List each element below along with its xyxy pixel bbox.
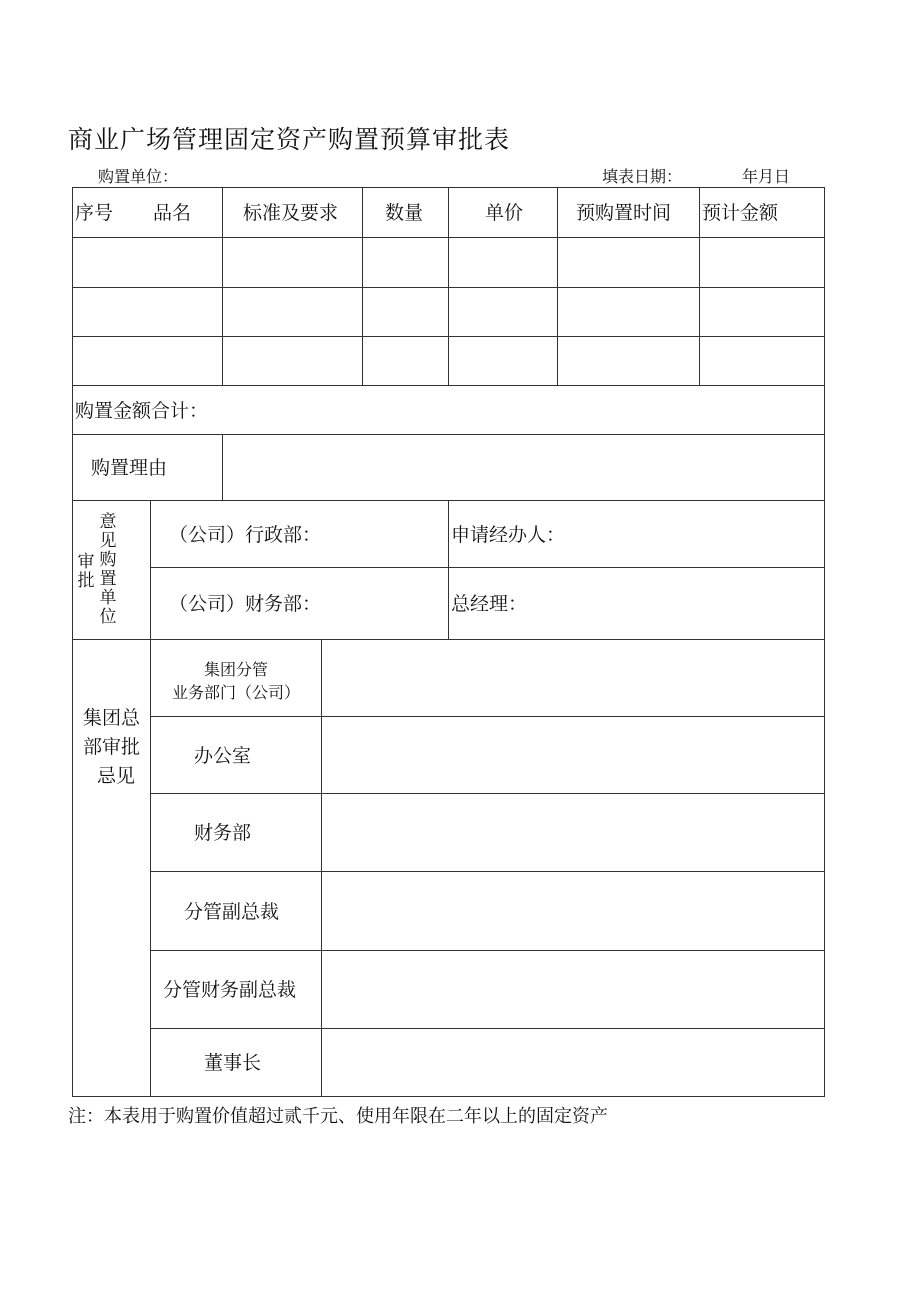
header-cell-standard <box>222 187 363 238</box>
hq-approval-label-cell <box>72 639 151 1097</box>
general-manager-cell[interactable] <box>448 567 825 640</box>
item-row-2-seq-name[interactable] <box>72 287 223 337</box>
item-row-3-price[interactable] <box>448 336 558 386</box>
hq-finance-label: 财务部 <box>194 822 252 844</box>
hq-row-business-dept-label-cell <box>150 639 322 717</box>
total-amount-row[interactable] <box>72 385 825 435</box>
item-row-2-amount[interactable] <box>699 287 825 337</box>
hq-row-chairman-input[interactable] <box>321 1028 825 1097</box>
item-row-1-time[interactable] <box>557 237 700 288</box>
footnote: 注：本表用于购置价值超过贰千元、使用年限在二年以上的固定资产 <box>68 1106 608 1127</box>
hq-chairman-label: 董事长 <box>204 1052 262 1074</box>
col-purchase-time: 预购置时间 <box>576 202 672 224</box>
item-row-3-seq-name[interactable] <box>72 336 223 386</box>
item-row-3-standard[interactable] <box>222 336 363 386</box>
col-standard: 标准及要求 <box>243 202 339 224</box>
col-quantity: 数量 <box>385 202 424 224</box>
total-amount-label: 购置金额合计： <box>75 400 209 422</box>
hq-row-office-input[interactable] <box>321 716 825 794</box>
item-row-1-amount[interactable] <box>699 237 825 288</box>
item-row-1-qty[interactable] <box>362 237 449 288</box>
hq-vp-label: 分管副总裁 <box>184 901 280 923</box>
general-manager-label: 总经理： <box>451 593 528 615</box>
col-unit-price: 单价 <box>485 202 524 224</box>
item-row-2-standard[interactable] <box>222 287 363 337</box>
purchase-unit-label: 购置单位： <box>98 167 179 186</box>
hq-row-finance-label-cell <box>150 793 322 872</box>
fill-date-label: 填表日期： <box>602 167 683 186</box>
item-row-2-time[interactable] <box>557 287 700 337</box>
applicant-cell[interactable] <box>448 500 825 568</box>
hq-row-vp-input[interactable] <box>321 871 825 951</box>
item-row-1-seq-name[interactable] <box>72 237 223 288</box>
item-row-3-qty[interactable] <box>362 336 449 386</box>
header-cell-qty <box>362 187 449 238</box>
header-cell-time <box>557 187 700 238</box>
hq-row-office-label-cell <box>150 716 322 794</box>
finance-dept-cell[interactable] <box>150 567 449 640</box>
header-cell-amount <box>699 187 825 238</box>
hq-row-finance-vp-label-cell <box>150 950 322 1029</box>
col-seq: 序号 <box>75 202 114 224</box>
approval-left-label: 审批 <box>77 552 95 591</box>
item-row-1-standard[interactable] <box>222 237 363 288</box>
col-item-name: 品名 <box>153 202 192 224</box>
reason-label-cell <box>72 434 223 501</box>
header-cell-price <box>448 187 558 238</box>
item-row-3-amount[interactable] <box>699 336 825 386</box>
admin-dept-label: （公司）行政部： <box>169 524 322 546</box>
col-estimated-amount: 预计金额 <box>702 202 779 224</box>
item-row-3-time[interactable] <box>557 336 700 386</box>
fill-date-suffix: 年月日 <box>742 167 791 186</box>
hq-business-dept-label: 集团分管 业务部门（公司） <box>171 660 300 702</box>
hq-row-chairman-label-cell <box>150 1028 322 1097</box>
header-cell-seq-name <box>72 187 223 238</box>
hq-approval-label: 集团总 部审批 忌见 <box>82 707 140 787</box>
form-title: 商业广场管理固定资产购置预算审批表 <box>68 125 511 154</box>
hq-row-vp-label-cell <box>150 871 322 951</box>
hq-finance-vp-label: 分管财务副总裁 <box>163 979 297 1001</box>
hq-row-business-dept-input[interactable] <box>321 639 825 717</box>
reason-label: 购置理由 <box>91 457 168 479</box>
applicant-label: 申请经办人： <box>451 524 566 546</box>
admin-dept-cell[interactable] <box>150 500 449 568</box>
hq-row-finance-input[interactable] <box>321 793 825 872</box>
item-row-1-price[interactable] <box>448 237 558 288</box>
finance-dept-label: （公司）财务部： <box>169 593 322 615</box>
purchasing-unit-opinion-label-cell <box>72 500 151 640</box>
hq-office-label: 办公室 <box>194 745 252 767</box>
hq-row-finance-vp-input[interactable] <box>321 950 825 1029</box>
item-row-2-qty[interactable] <box>362 287 449 337</box>
item-row-2-price[interactable] <box>448 287 558 337</box>
reason-input-cell[interactable] <box>222 434 825 501</box>
opinion-purchasing-unit-label: 意 见 购 置 单 位 <box>99 512 117 627</box>
